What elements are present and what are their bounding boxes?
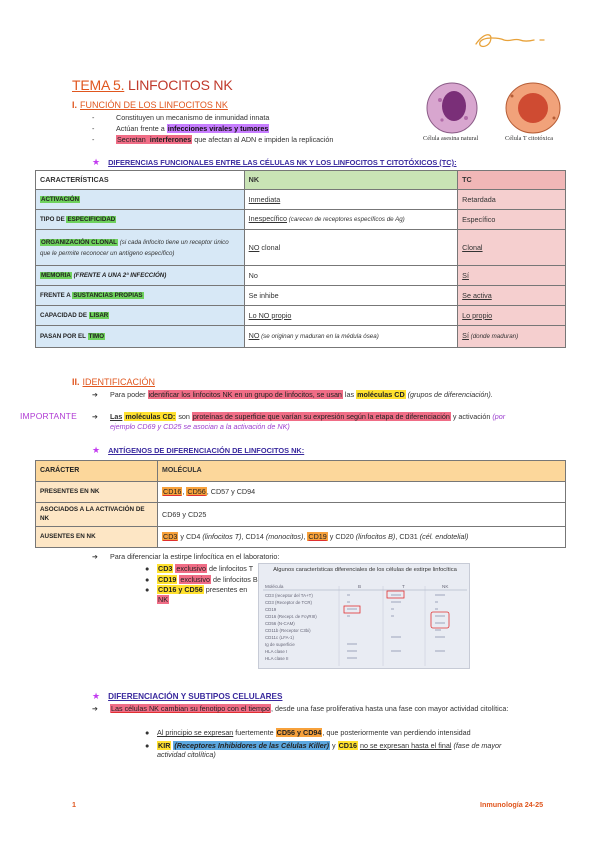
list-item: ● KIR (Receptores Inhibidores de las Células Killer) y CD16 no se expresan hasta el final (fase de mayor actividad citolítica) xyxy=(145,740,502,760)
page-title: TEMA 5. LINFOCITOS NK xyxy=(72,77,233,93)
lineage-markers-figure: Algunos características diferenciales de los células de estirpe linfocítica Molécula B T NK CD3 (receptor del TA+T) CD3 (Receptor de TCR) CD19 CD16 (Recept. de FcγRIII) CD56 (N-CAM) CD11b (Receptor C3bi) CD11c (LFA-1) Ig de superficie HLA clase I HLA clase II xyxy=(258,563,470,669)
page-number: 1 xyxy=(72,800,76,809)
grid-row-labels xyxy=(265,593,317,661)
course-footer: Inmunología 24-25 xyxy=(480,800,544,809)
list-item: ● CD19 exclusivo de linfocitos B xyxy=(145,574,258,584)
table-header-row: CARACTERÍSTICAS NK TC xyxy=(36,171,566,190)
identification-paragraph-2: ➔ Las moléculas CD: son proteínas de superficie que varían su expresión según la etapa de diferenciación y activación (por ejemplo CD69 y CD25 se asocian a la activación de NK) xyxy=(92,412,506,431)
lineage-markers-grid xyxy=(259,564,471,670)
grid-row-label: CD3 (receptor del TA+T) xyxy=(265,593,313,598)
highlight-box-t xyxy=(387,591,404,598)
grid-header-molecule: Molécula xyxy=(265,584,284,589)
table-row: TIPO DE ESPECIFICIDAD Inespecífico (carecen de receptores específicos de Ag) Específico xyxy=(36,210,566,230)
grid-header-nk: NK xyxy=(442,584,449,589)
table-row: MEMORIA (FRENTE A UNA 2ª INFECCIÓN) No Sí xyxy=(36,266,566,286)
table-row: PASAN POR EL TIMO NO (se originan y maduran en la médula ósea) Sí (donde maduran) xyxy=(36,326,566,348)
highlight-box-b xyxy=(344,606,360,613)
differentiation-list xyxy=(145,728,525,761)
grid-row-label: CD11b (Receptor C3bi) xyxy=(265,628,311,633)
table-header-row: CARÁCTER MOLÉCULA xyxy=(36,461,566,482)
star-icon: ★ xyxy=(92,691,101,701)
grid-row-label: CD3 (Receptor de TCR) xyxy=(265,600,313,605)
signature-scribble xyxy=(470,28,558,50)
caption-tc-cell: Célula T citotóxica xyxy=(505,135,554,142)
grid-row-label: Ig de superficie xyxy=(265,642,295,647)
grid-row-label: HLA clase I xyxy=(265,649,288,654)
list-item: - Secretan interferones que afectan al ADN e impiden la replicación xyxy=(92,134,334,144)
important-label: IMPORTANTE xyxy=(20,411,77,421)
lab-list xyxy=(145,564,260,606)
grid-row-label: HLA clase II xyxy=(265,656,289,661)
caption-nk-cell: Célula asesina natural xyxy=(423,135,479,142)
identification-paragraph-1: ➔ Para poder identificar los linfocitos NK en un grupo de linfocitos, se usan las moléculas CD (grupos de diferenciación). xyxy=(92,390,493,399)
highlight-box-nk xyxy=(431,612,449,628)
list-item: - Constituyen un mecanismo de inmunidad innata xyxy=(92,113,270,122)
table-row: PRESENTES EN NK CD16, CD56, CD57 y CD94 xyxy=(36,482,566,503)
section-2-heading: II. IDENTIFICACIÓN xyxy=(72,377,156,387)
differentiation-heading: ★ DIFERENCIACIÓN Y SUBTIPOS CELULARES xyxy=(92,691,283,701)
list-item: ● CD16 y CD56 presentes en NK xyxy=(145,585,248,605)
list-item: ● CD3 exclusivo de linfocitos T xyxy=(145,564,254,573)
grid-row-label: CD16 (Recept. de FcγRIII) xyxy=(265,614,317,619)
star-icon: ★ xyxy=(92,157,101,167)
list-item: - Actúan frente a infecciones virales y tumores xyxy=(92,123,269,133)
grid-header-b: B xyxy=(358,584,362,589)
arrow-icon: ➔ xyxy=(92,412,99,421)
table-row: AUSENTES EN NK CD3 y CD4 (linfocitos T), CD14 (monocitos), CD19 y CD20 (linfocitos B), CD31 (cél. endotelial) xyxy=(36,527,566,548)
arrow-icon: ➔ xyxy=(92,390,99,399)
table-row: ASOCIADOS A LA ACTIVACIÓN DE NK CD69 y CD25 xyxy=(36,503,566,527)
section-1-bullets xyxy=(92,113,422,146)
grid-row-label: CD56 (N-CAM) xyxy=(265,621,295,626)
table-row: ACTIVACIÓN Inmediata Retardada xyxy=(36,190,566,210)
star-icon: ★ xyxy=(92,445,101,455)
table-row: CAPACIDAD DE LISAR Lo NO propio Lo propio xyxy=(36,306,566,326)
differentiation-paragraph: ➔ Las células NK cambian su fenotipo con el tiempo, desde una fase proliferativa hasta una fase con mayor actividad citolítica: xyxy=(92,704,509,713)
antigens-heading: ★ ANTÍGENOS DE DIFERENCIACIÓN DE LINFOCITOS NK: xyxy=(92,445,305,455)
differences-heading: ★ DIFERENCIAS FUNCIONALES ENTRE LAS CÉLULAS NK Y LOS LINFOCITOS T CITOTÓXICOS (TC): xyxy=(92,157,457,167)
marker-symbols xyxy=(347,595,445,658)
grid-row-label: CD11c (LFA-1) xyxy=(265,635,294,640)
grid-row-label: CD19 xyxy=(265,607,277,612)
arrow-icon: ➔ xyxy=(92,704,99,713)
lab-intro: ➔ Para diferenciar la estirpe linfocítica en el laboratorio: xyxy=(92,552,280,561)
grid-header-t: T xyxy=(402,584,405,589)
antigens-table xyxy=(35,460,566,548)
section-1-heading: I. FUNCIÓN DE LOS LINFOCITOS NK xyxy=(72,100,228,110)
table-row: ORGANIZACIÓN CLONAL (si cada linfocito tiene un receptor único que le permite reconocer un antígeno específico) NO clonal Clonal xyxy=(36,230,566,266)
arrow-icon: ➔ xyxy=(92,552,99,561)
nk-vs-tc-table xyxy=(35,170,566,348)
table-row: FRENTE A SUSTANCIAS PROPIAS Se inhibe Se activa xyxy=(36,286,566,306)
list-item: ● Al principio se expresan fuertemente CD56 y CD94, que posteriormente van perdiendo intensidad xyxy=(145,728,471,737)
